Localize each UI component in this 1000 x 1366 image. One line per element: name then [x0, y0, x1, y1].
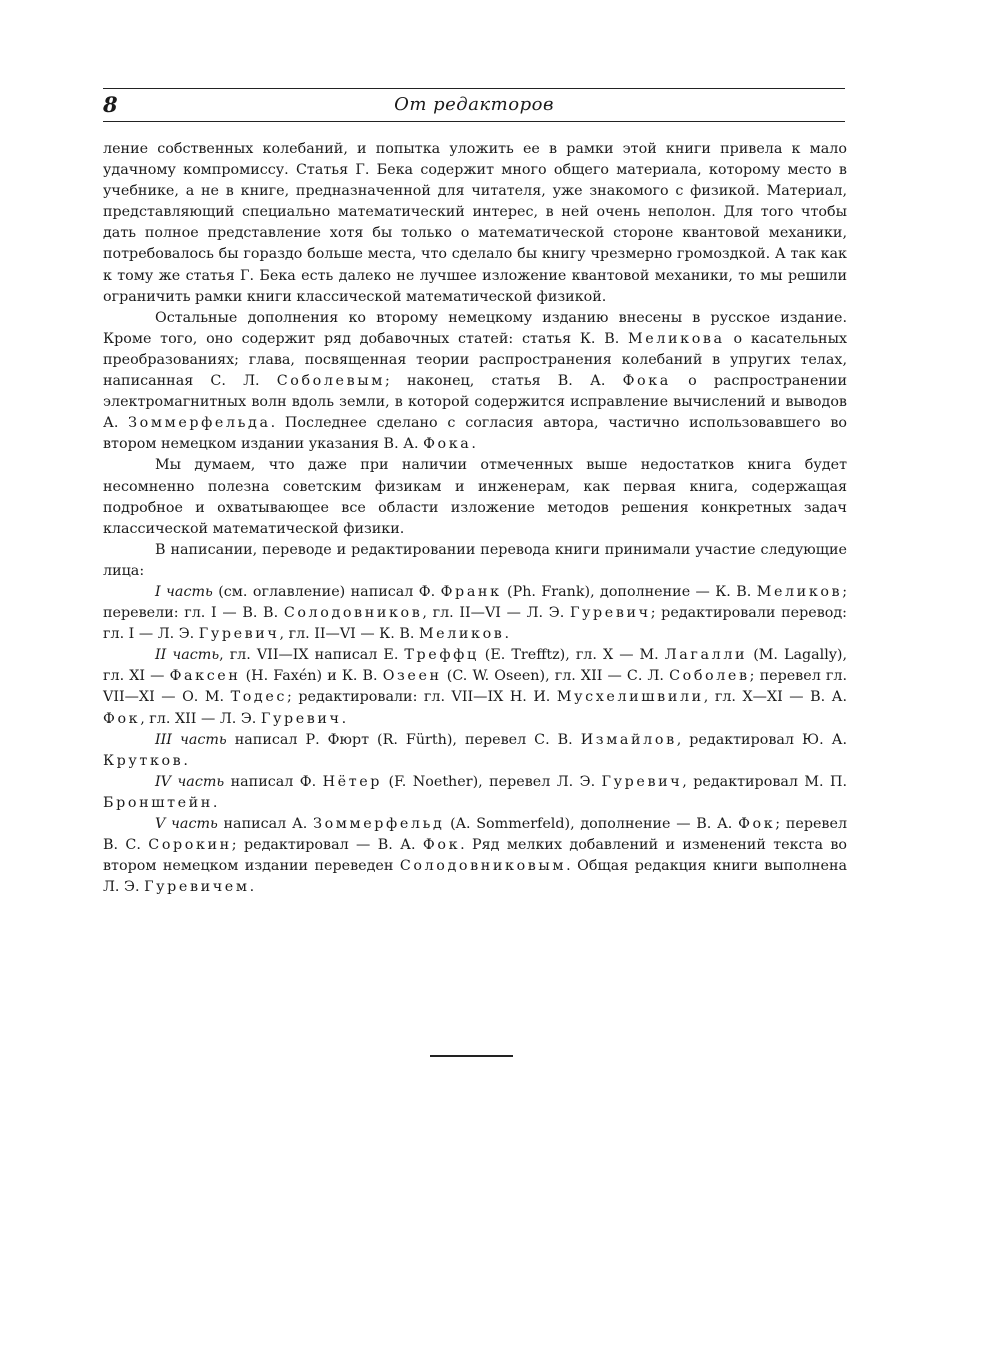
paragraph-part-4: IV часть написал Ф. Нётер (F. Noether), перевел Л. Э. Гуревич, редактировал М. П. Бронштейн.: [103, 773, 848, 811]
header-top-rule: [103, 88, 845, 89]
paragraph-3: Мы думаем, что даже при наличии отмеченных выше недостатков книга будет несомненно полезна советским физикам и инженерам, как первая книга, содержащая подробное и охватывающее все области изложение методов решения конкретных задач классической математической физики.: [103, 457, 847, 537]
running-head: От редакторов: [394, 94, 554, 115]
paragraph-part-5: V часть написал А. Зоммерфельд (A. Sommerfeld), дополнение — В. А. Фок; перевел В. С. Сорокин; редактировал — В. А. Фок. Ряд мелких добавлений и изменений текста во втором немецком издании переведен Солодовниковым. Общая редакция книги выполнена Л. Э. Гуревичем.: [103, 816, 848, 896]
end-of-section-rule: [430, 1055, 513, 1057]
body-text: [103, 139, 847, 898]
paragraph-1: ление собственных колебаний, и попытка уложить ее в рамки этой книги привела к мало удачному компромиссу. Статья Г. Бека содержит много общего материала, которому место в учебнике, а не в книге, предназначенной для читателя, уже знакомого с физикой. Материал, представляющий специально математический интерес, в ней очень неполон. Для того чтобы дать полное представление хотя бы только о математической стороне квантовой механики, потребовалось бы гораздо больше места, что сделало бы книгу чрезмерно громоздкой. А так как к тому же статья Г. Бека есть далеко не лучшее изложение квантовой механики, то мы решили ограничить рамки книги классической математической физикой.: [103, 141, 847, 305]
page-number: 8: [103, 92, 118, 117]
paragraph-part-2: II часть, гл. VII—IX написал Е. Треффц (E. Trefftz), гл. X — М. Лагалли (M. Lagally), гл. XI — Факсен (H. Faxén) и К. В. Озеен (C. W. Oseen), гл. XII — С. Л. Соболев; перевел гл. VII—XI — О. М. Тодес; редактировали: гл. VII—IX Н. И. Мусхелишвили, гл. X—XI — В. А. Фок, гл. XII — Л. Э. Гуревич.: [103, 647, 848, 727]
paragraph-2: Остальные дополнения ко второму немецкому изданию внесены в русское издание. Кроме того, оно содержит ряд добавочных статей: статья К. В. Меликова о касательных преобразованиях; глава, посвященная теории распространения колебаний в упругих телах, написанная С. Л. Соболевым; наконец, статья В. А. Фока о распространении электромагнитных волн вдоль земли, в которой содержится исправление вычислений и выводов А. Зоммерфельда. Последнее сделано с согласия автора, частично использовавшего во втором немецком издании указания В. А. Фока.: [103, 309, 848, 453]
page-header: [103, 92, 845, 118]
paragraph-4: В написании, переводе и редактировании перевода книги принимали участие следующие лица:: [103, 541, 847, 579]
paragraph-part-1: I часть (см. оглавление) написал Ф. Франк (Ph. Frank), дополнение — К. В. Меликов; перевели: гл. I — В. В. Солодовников, гл. II—VI — Л. Э. Гуревич; редактировали перевод: гл. I — Л. Э. Гуревич, гл. II—VI — К. В. Меликов.: [103, 583, 848, 643]
paragraph-part-3: III часть написал Р. Фюрт (R. Fürth), перевел С. В. Измайлов, редактировал Ю. А. Крутков.: [103, 731, 847, 769]
header-bottom-rule: [103, 121, 845, 122]
